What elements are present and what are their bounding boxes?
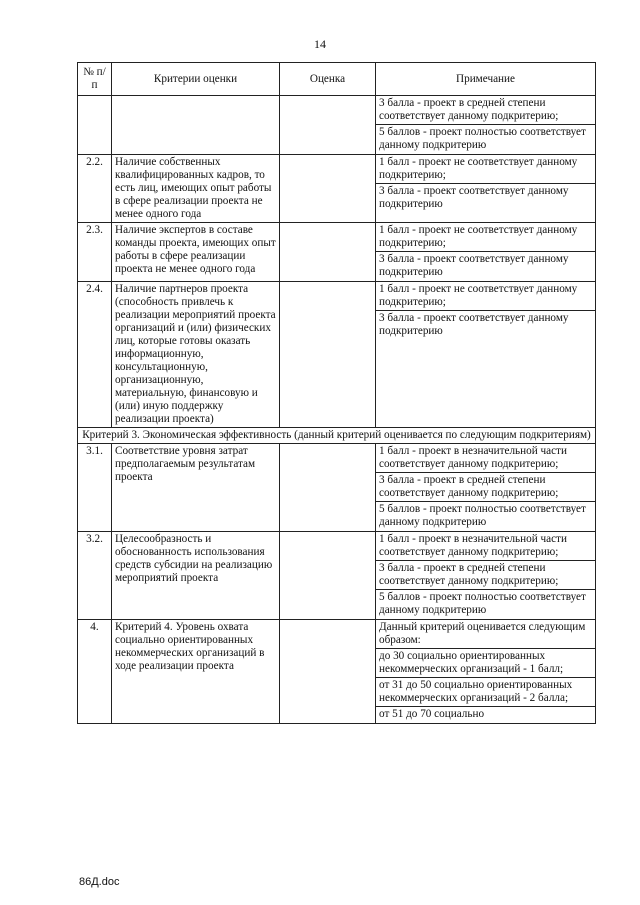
row-notes — [376, 96, 596, 155]
note-line: 1 балл - проект в незначительной части соответствует данному подкритерию; — [376, 445, 595, 473]
row-notes — [376, 620, 596, 724]
row-score — [280, 155, 376, 223]
note-line: 3 балла - проект в средней степени соответствует данному подкритерию; — [376, 97, 595, 125]
note-line: 3 балла - проект соответствует данному подкритерию — [379, 312, 569, 337]
row-notes — [376, 282, 596, 428]
section-row — [78, 428, 596, 444]
table-row — [78, 620, 596, 724]
note-line: 3 балла - проект соответствует данному подкритерию — [379, 253, 569, 278]
row-score — [280, 620, 376, 724]
header-score: Оценка — [280, 63, 376, 96]
note-line: 1 балл - проект не соответствует данному подкритерию; — [376, 156, 595, 184]
table-row — [78, 96, 596, 155]
row-criteria: Наличие экспертов в составе команды проекта, имеющих опыт работы в сфере реализации проекта не менее одного года — [112, 223, 280, 282]
note-line: 1 балл - проект не соответствует данному подкритерию; — [376, 283, 595, 311]
row-criteria: Критерий 4. Уровень охвата социально ориентированных некоммерческих организаций в ходе реализации проекта — [112, 620, 280, 724]
table-row — [78, 444, 596, 532]
note-line: 5 баллов - проект полностью соответствует данному подкритерию — [379, 591, 586, 616]
note-line: Данный критерий оценивается следующим образом: — [376, 621, 595, 649]
row-score — [280, 532, 376, 620]
table-row — [78, 223, 596, 282]
row-notes — [376, 532, 596, 620]
table-row — [78, 532, 596, 620]
criteria-table — [77, 62, 596, 724]
row-num: 2.2. — [78, 155, 112, 223]
note-line: 1 балл - проект не соответствует данному подкритерию; — [376, 224, 595, 252]
note-line: 1 балл - проект в незначительной части соответствует данному подкритерию; — [376, 533, 595, 561]
row-num: 3.1. — [78, 444, 112, 532]
row-notes — [376, 155, 596, 223]
row-num: 2.3. — [78, 223, 112, 282]
note-line: 5 баллов - проект полностью соответствует данному подкритерию — [379, 126, 586, 151]
page-number: 14 — [314, 37, 326, 51]
row-criteria: Соответствие уровня затрат предполагаемым результатам проекта — [112, 444, 280, 532]
footer-filename: 86Д.doc — [79, 876, 120, 888]
row-score — [280, 444, 376, 532]
row-criteria: Целесообразность и обоснованность использования средств субсидии на реализацию мероприятий проекта — [112, 532, 280, 620]
row-notes — [376, 444, 596, 532]
row-num: 2.4. — [78, 282, 112, 428]
note-line: от 31 до 50 социально ориентированных некоммерческих организаций - 2 балла; — [376, 678, 595, 707]
row-score — [280, 96, 376, 155]
row-criteria: Наличие партнеров проекта (способность привлечь к реализации мероприятий проекта организаций и (или) физических лиц, которые готовы оказать информационную, консультационную, организационную, материальную, финансовую и (или) иную поддержку реализации проекта) — [112, 282, 280, 428]
row-criteria: Наличие собственных квалифицированных кадров, то есть лиц, имеющих опыт работы в сфере реализации проекта не менее одного года — [112, 155, 280, 223]
note-line: 5 баллов - проект полностью соответствует данному подкритерию — [379, 503, 586, 528]
note-line: 3 балла - проект в средней степени соответствует данному подкритерию; — [376, 473, 595, 502]
table-row — [78, 282, 596, 428]
section-3-title: Критерий 3. Экономическая эффективность (данный критерий оценивается по следующим подкритериям) — [78, 428, 596, 444]
row-notes — [376, 223, 596, 282]
row-num: 4. — [78, 620, 112, 724]
note-line: 3 балла - проект в средней степени соответствует данному подкритерию; — [376, 561, 595, 590]
header-num: № п/п — [78, 63, 112, 96]
note-line: 3 балла - проект соответствует данному подкритерию — [379, 185, 569, 210]
row-score — [280, 282, 376, 428]
row-score — [280, 223, 376, 282]
table-row — [78, 155, 596, 223]
note-line: до 30 социально ориентированных некоммерческих организаций - 1 балл; — [376, 649, 595, 678]
row-num: 3.2. — [78, 532, 112, 620]
row-num — [78, 96, 112, 155]
header-criteria: Критерии оценки — [112, 63, 280, 96]
note-line: от 51 до 70 социально — [379, 708, 485, 720]
table-header-row — [78, 63, 596, 96]
header-note: Примечание — [376, 63, 596, 96]
row-criteria — [112, 96, 280, 155]
